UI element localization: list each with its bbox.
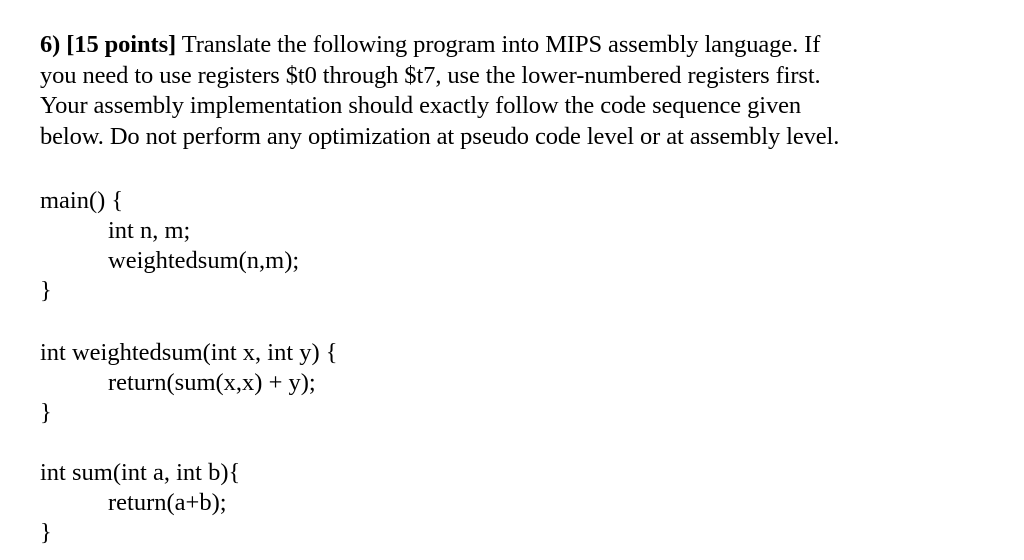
question-number: 6) (40, 31, 61, 58)
code-line: int n, m; (108, 217, 191, 244)
question-document (40, 30, 1000, 546)
question-prompt (40, 30, 1000, 153)
prompt-line-3: Your assembly implementation should exactly follow the code sequence given (40, 92, 802, 120)
code-footer: } (40, 277, 52, 304)
code-block-main (40, 186, 299, 306)
code-header: int weightedsum(int x, int y) { (40, 339, 338, 366)
code-footer: } (40, 519, 52, 546)
prompt-line-1 (40, 30, 1000, 61)
code-block-weightedsum (40, 338, 338, 428)
prompt-line-4: below. Do not perform any optimization at pseudo code level or at assembly level. (40, 123, 840, 151)
code-line: return(sum(x,x) + y); (108, 369, 316, 396)
code-line: weightedsum(n,m); (108, 247, 300, 274)
question-points: [15 points] (66, 31, 177, 58)
prompt-text-1: Translate the following program into MIPS assembly language. If (181, 31, 821, 58)
code-footer: } (40, 399, 52, 426)
code-block-sum (40, 458, 240, 548)
code-line: return(a+b); (108, 489, 227, 516)
code-header: main() { (40, 187, 124, 214)
code-header: int sum(int a, int b){ (40, 459, 241, 486)
prompt-line-2: you need to use registers $t0 through $t7, use the lower-numbered registers first. (40, 61, 821, 89)
